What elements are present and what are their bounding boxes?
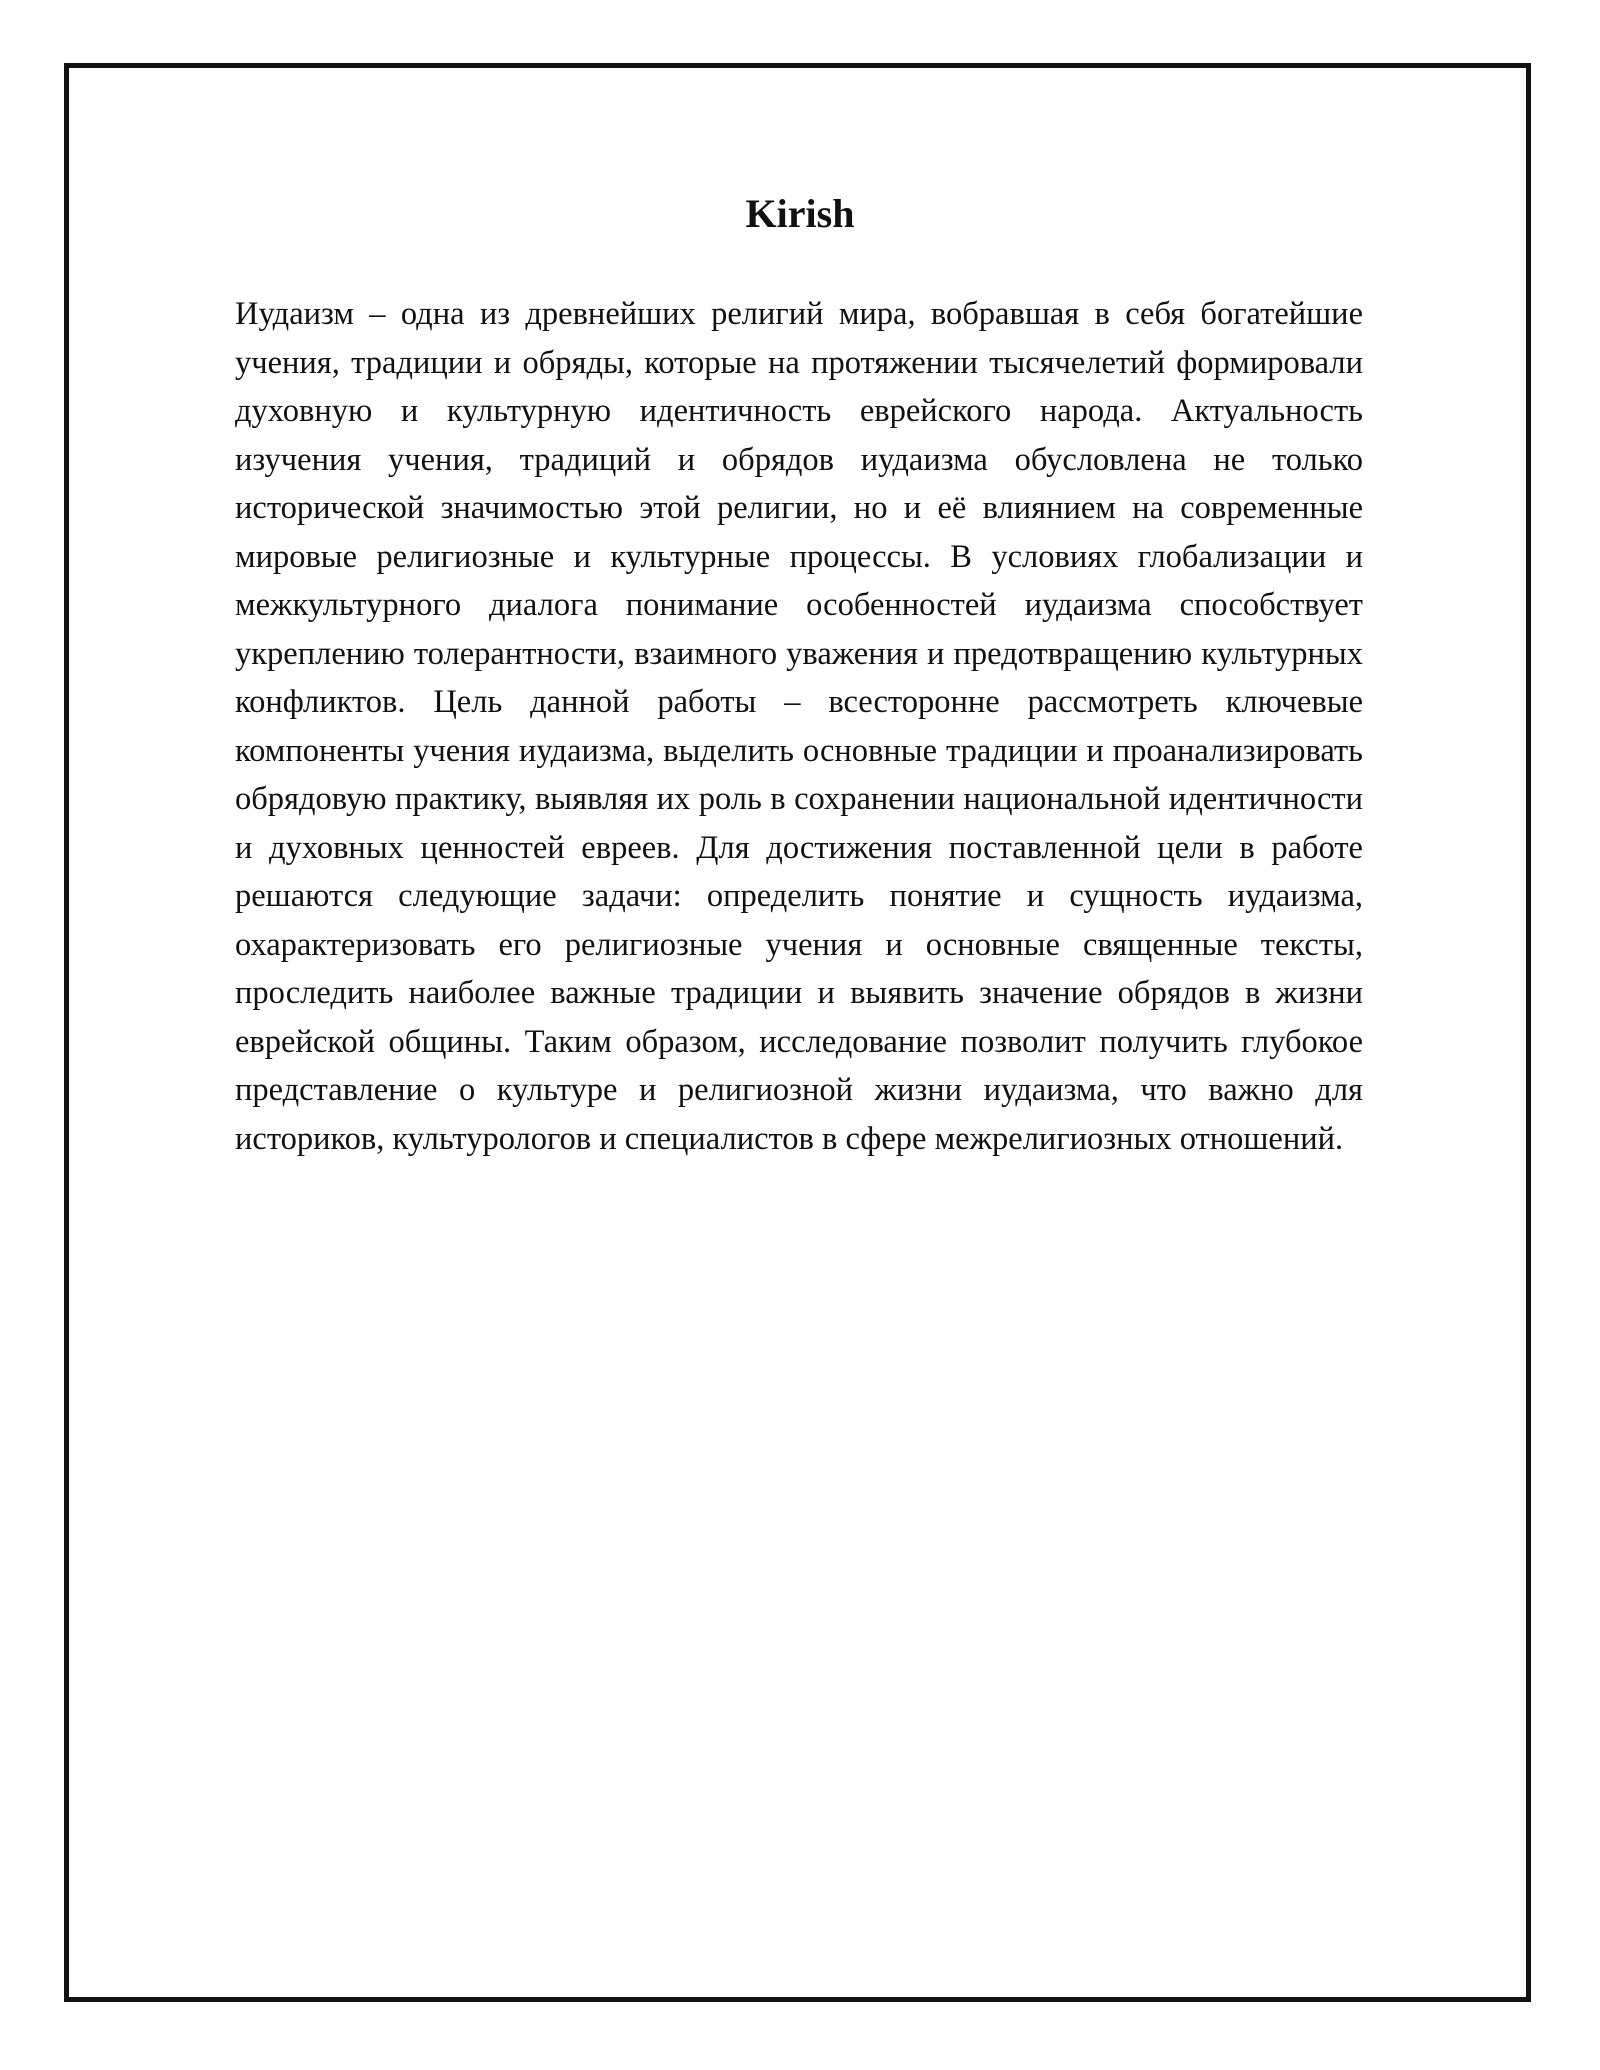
body-paragraph: Иудаизм – одна из древнейших религий мира, вобравшая в себя богатейшие учения, традиции и обряды, которые на протяжении тысячелетий формировали духовную и культурную идентичность еврейского народа. Актуальность изучения учения, традиций и обрядов иудаизма обусловлена не только исторической значимостью этой религии, но и её влиянием на современные мировые религиозные и культурные процессы. В условиях глобализации и межкультурного диалога понимание особенностей иудаизма способствует укреплению толерантности, взаимного уважения и предотвращению культурных конфликтов. Цель данной работы – всесторонне рассмотреть ключевые компоненты учения иудаизма, выделить основные традиции и проанализировать обрядовую практику, выявляя их роль в сохранении национальной идентичности и духовных ценностей евреев. Для достижения поставленной цели в работе решаются следующие задачи: определить понятие и сущность иудаизма, охарактеризовать его религиозные учения и основные священные тексты, проследить наиболее важные традиции и выявить значение обрядов в жизни еврейской общины. Таким образом, исследование позволит получить глубокое представление о культуре и религиозной жизни иудаизма, что важно для историков, культурологов и специалистов в сфере межрелигиозных отношений. bbox=[235, 296, 1363, 1157]
page-title: Kirish bbox=[745, 191, 855, 236]
